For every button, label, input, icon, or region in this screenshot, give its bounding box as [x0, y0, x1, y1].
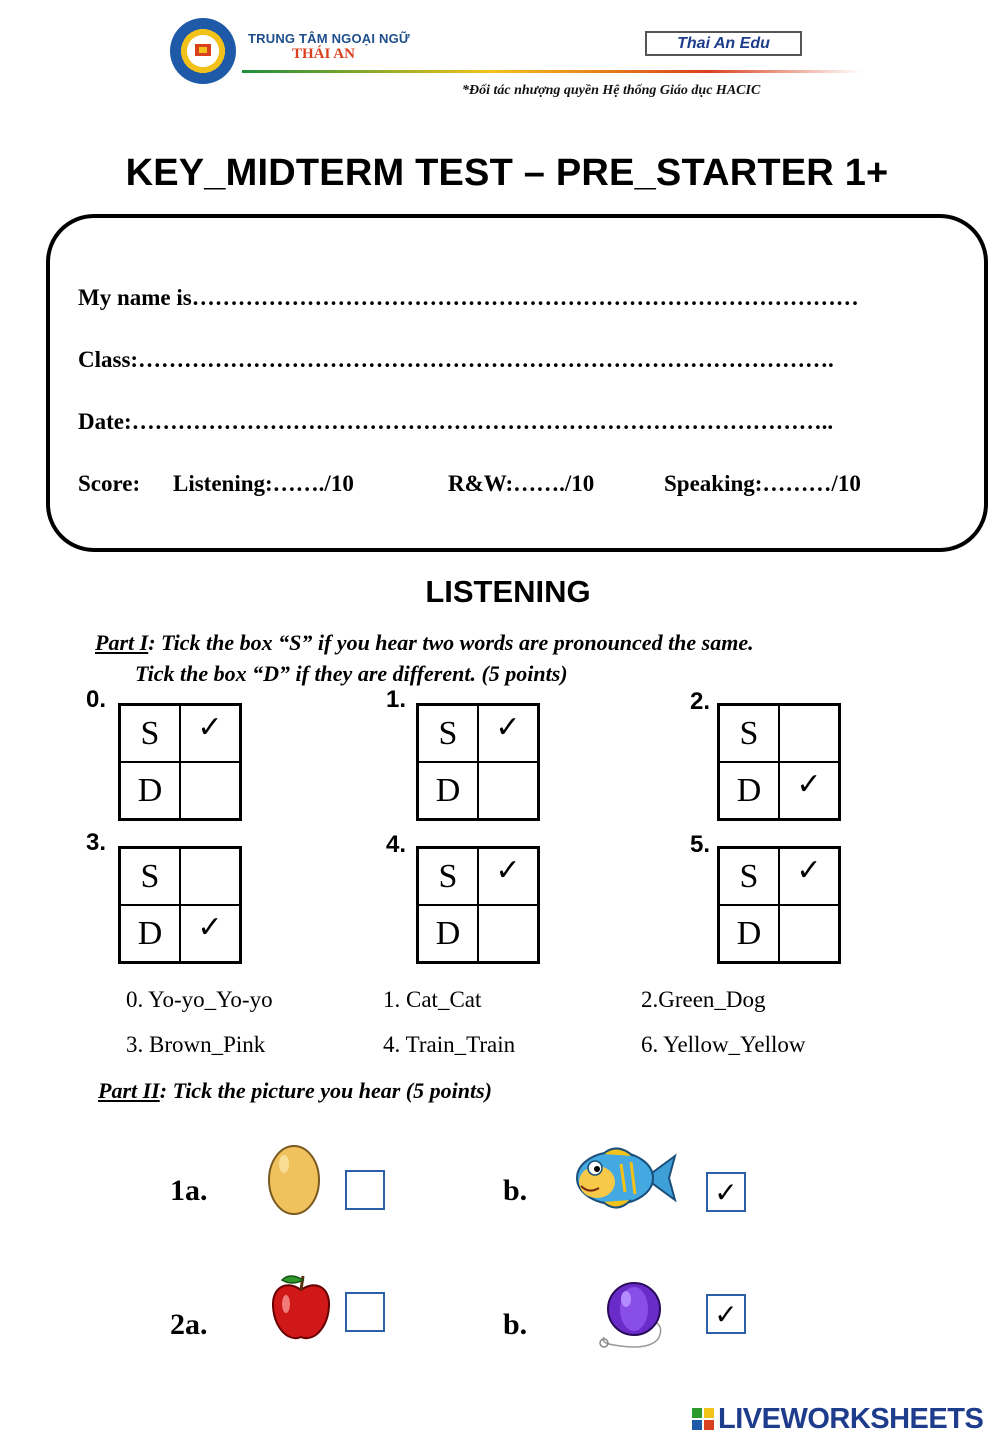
part1-instruction — [95, 630, 754, 656]
question-number: 4. — [386, 831, 407, 858]
d-label: D — [120, 905, 180, 962]
word-pair: 4. Train_Train — [383, 1032, 516, 1057]
s-tick-box[interactable] — [180, 848, 240, 905]
question-number: 3. — [86, 829, 107, 856]
score-label: Score: — [78, 471, 141, 496]
liveworksheets-watermark: LIVEWORKSHEETS — [718, 1403, 984, 1435]
d-tick-box[interactable] — [180, 762, 240, 819]
s-label: S — [120, 848, 180, 905]
d-label: D — [418, 905, 478, 962]
apple-picture[interactable] — [270, 1272, 332, 1342]
brand-box: Thai An Edu — [645, 31, 802, 56]
date-field[interactable]: Date:……………………………………………………………………………….. — [78, 409, 834, 434]
s-tick-box[interactable]: ✓ — [180, 705, 240, 762]
d-label: D — [719, 905, 779, 962]
part2-instruction — [98, 1078, 492, 1104]
question-number: 1. — [386, 686, 407, 713]
s-label: S — [418, 848, 478, 905]
d-tick-box[interactable]: ✓ — [779, 762, 839, 819]
part1-label: Part I — [95, 630, 149, 655]
part1-line1: : Tick the box “S” if you hear two words are pronounced the same. — [148, 630, 754, 655]
student-info-box — [46, 214, 988, 552]
s-label: S — [719, 848, 779, 905]
page-title: KEY_MIDTERM TEST – PRE_STARTER 1+ — [125, 152, 889, 194]
d-tick-box[interactable]: ✓ — [180, 905, 240, 962]
s-tick-box[interactable]: ✓ — [478, 848, 538, 905]
s-label: S — [719, 705, 779, 762]
s-tick-box[interactable] — [779, 705, 839, 762]
tick-box[interactable]: ✓ — [706, 1172, 746, 1212]
listening-score[interactable]: Listening:……./10 — [173, 471, 354, 496]
rw-score[interactable]: R&W:……./10 — [448, 471, 595, 496]
d-label: D — [120, 762, 180, 819]
d-label: D — [719, 762, 779, 819]
tick-box[interactable] — [345, 1292, 385, 1332]
s-label: S — [120, 705, 180, 762]
sd-grid — [717, 846, 841, 964]
sd-grid — [717, 703, 841, 821]
sd-grid — [118, 846, 242, 964]
center-name-line2: THÁI AN — [292, 46, 355, 62]
sd-grid — [416, 846, 540, 964]
s-label: S — [418, 705, 478, 762]
option-label: b. — [503, 1308, 528, 1341]
partner-note: *Đối tác nhượng quyền Hệ thống Giáo dục HACIC — [462, 83, 761, 98]
center-logo — [170, 18, 236, 84]
d-tick-box[interactable] — [478, 762, 538, 819]
question-number: 0. — [86, 686, 107, 713]
part2-text: : Tick the picture you hear (5 points) — [159, 1078, 492, 1103]
option-label: 1a. — [170, 1174, 208, 1207]
name-field[interactable]: My name is…………………………………………………………………………… — [78, 285, 859, 310]
word-pair: 1. Cat_Cat — [383, 987, 482, 1012]
part2-label: Part II — [98, 1078, 160, 1103]
word-pair: 0. Yo-yo_Yo-yo — [126, 987, 273, 1012]
center-name-line1: TRUNG TÂM NGOẠI NGỮ — [248, 31, 410, 46]
word-pair: 3. Brown_Pink — [126, 1032, 266, 1057]
s-tick-box[interactable]: ✓ — [779, 848, 839, 905]
d-tick-box[interactable] — [779, 905, 839, 962]
sd-grid — [118, 703, 242, 821]
word-pair: 2.Green_Dog — [641, 987, 766, 1012]
liveworksheets-logo-icon — [692, 1408, 714, 1430]
tick-box[interactable]: ✓ — [706, 1294, 746, 1334]
option-label: b. — [503, 1174, 528, 1207]
speaking-score[interactable]: Speaking:………/10 — [664, 471, 861, 496]
class-field[interactable]: Class:………………………………………………………………………………. — [78, 347, 834, 372]
fish-picture[interactable] — [573, 1142, 677, 1214]
s-tick-box[interactable]: ✓ — [478, 705, 538, 762]
d-label: D — [418, 762, 478, 819]
question-number: 5. — [690, 831, 711, 858]
header-divider — [242, 70, 862, 73]
yo-yo-picture[interactable] — [596, 1281, 672, 1355]
question-number: 2. — [690, 688, 711, 715]
option-label: 2a. — [170, 1308, 208, 1341]
tick-box[interactable] — [345, 1170, 385, 1210]
egg-picture[interactable] — [266, 1140, 322, 1216]
word-pair: 6. Yellow_Yellow — [641, 1032, 806, 1057]
d-tick-box[interactable] — [478, 905, 538, 962]
sd-grid — [416, 703, 540, 821]
part1-line2: Tick the box “D” if they are different. (5 points) — [135, 661, 568, 686]
section-title: LISTENING — [425, 574, 591, 609]
